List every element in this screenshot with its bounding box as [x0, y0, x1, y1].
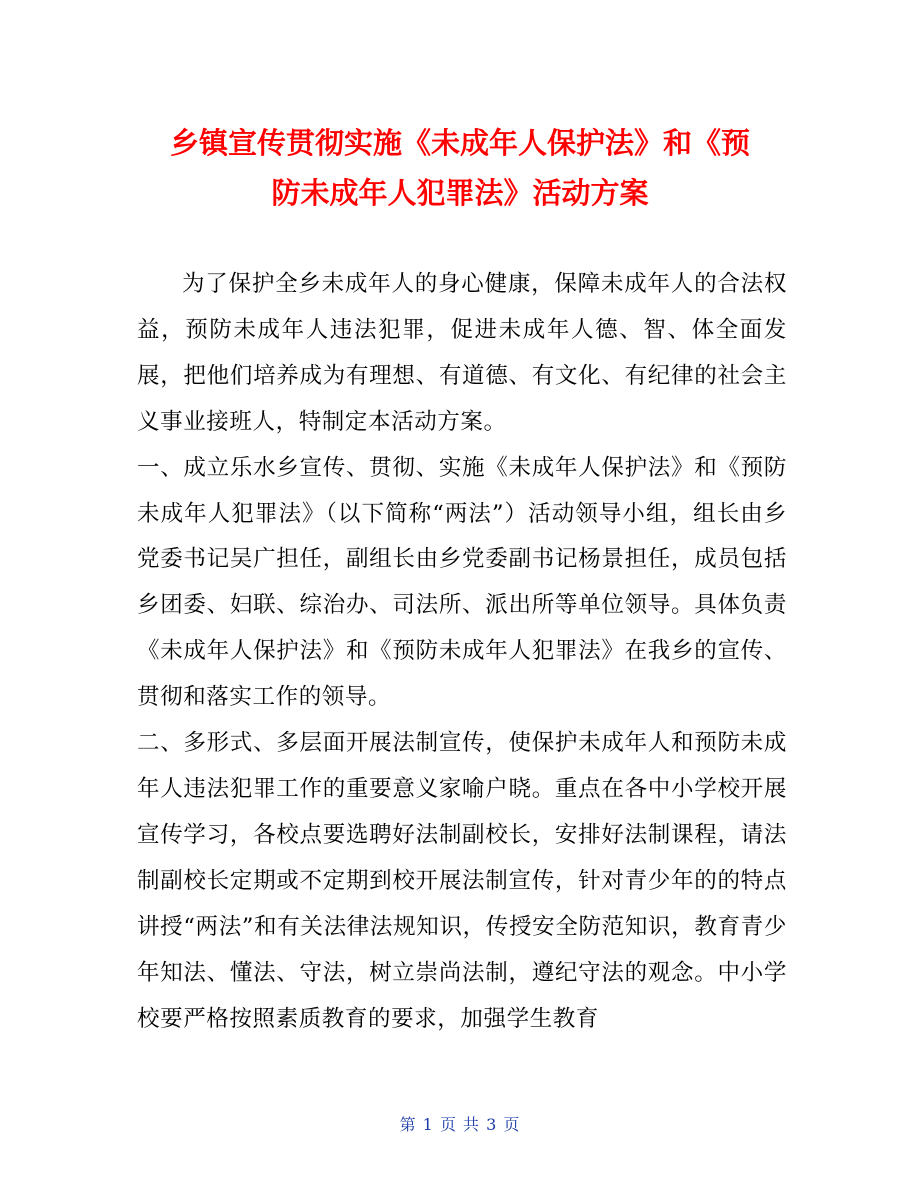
paragraph-intro: 为了保护全乡未成年人的身心健康，保障未成年人的合法权益，预防未成年人违法犯罪，促进未成年人德、智、体全面发展，把他们培养成为有理想、有道德、有文化、有纪律的社会主义事业接班人，特制定本活动方案。	[137, 271, 787, 435]
document-body	[137, 262, 787, 1042]
paragraph-section-2: 二、多形式、多层面开展法制宣传，使保护未成年人和预防未成年人违法犯罪工作的重要意义家喻户晓。重点在各中小学校开展宣传学习，各校点要选聘好法制副校长，安排好法制课程，请法制副校长定期或不定期到校开展法制宣传，针对青少年的的特点讲授“两法”和有关法律法规知识，传授安全防范知识，教育青少年知法、懂法、守法，树立崇尚法制，遵纪守法的观念。中小学校要严格按照素质教育的要求，加强学生教育	[137, 730, 787, 1032]
document-title-line-2: 防未成年人犯罪法》活动方案	[271, 176, 649, 210]
document-title-line-1: 乡镇宣传贯彻实施《未成年人保护法》和《预	[169, 126, 750, 160]
page-number-footer: 第 1 页 共 3 页	[399, 1115, 521, 1134]
paragraph-section-1: 一、成立乐水乡宣传、贯彻、实施《未成年人保护法》和《预防未成年人犯罪法》（以下简称“两法”）活动领导小组，组长由乡党委书记吴广担任，副组长由乡党委副书记杨景担任，成员包括乡团委、妇联、综治办、司法所、派出所等单位领导。具体负责《未成年人保护法》和《预防未成年人犯罪法》在我乡的宣传、贯彻和落实工作的领导。	[137, 454, 787, 711]
